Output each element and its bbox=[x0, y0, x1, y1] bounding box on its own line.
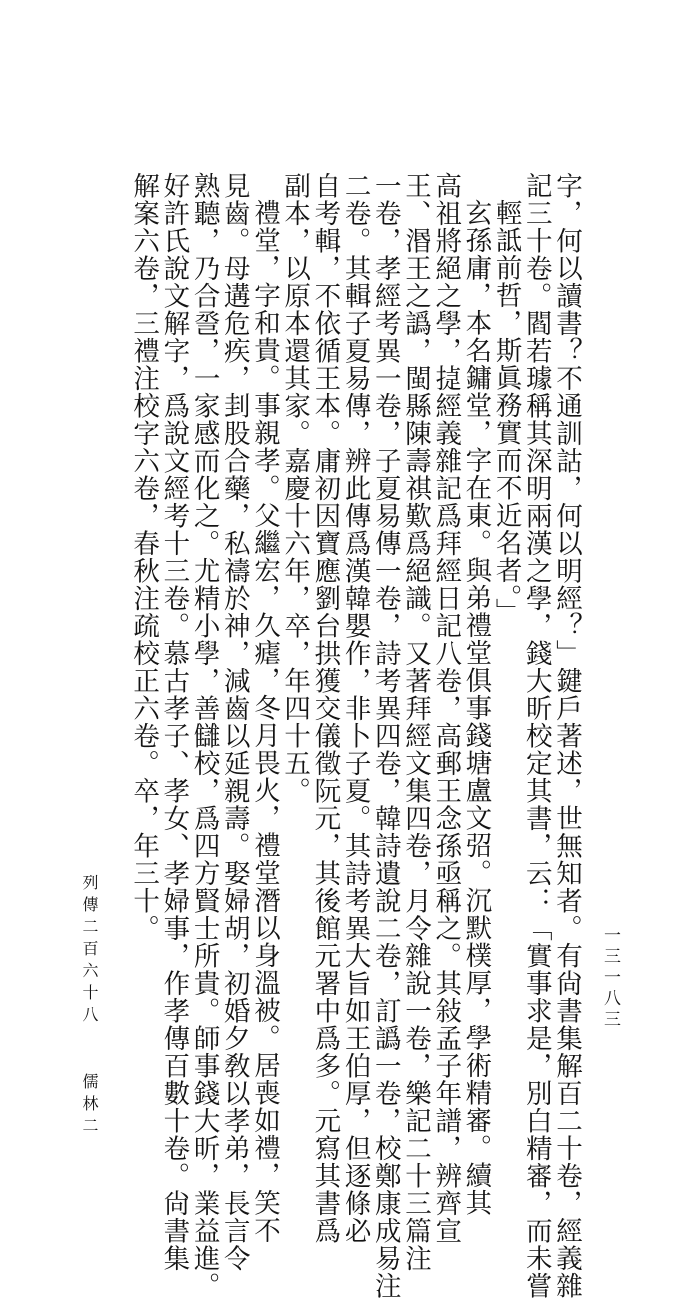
text-column-2: 記三十卷。閻若璩稱其深明兩漢之學，錢大昕校定其書，云：「實事求是，別白精審，而未嘗 bbox=[520, 172, 552, 1300]
text-column-12: 見齒。母遘危疾，刲股合藥，私禱於神，減齒以延親壽。娶婦胡，初婚夕敎以孝弟，長言令 bbox=[218, 172, 250, 1272]
text-column-10: 副本，以原本還其家。嘉慶十六年，卒，年四十五。 bbox=[279, 172, 311, 805]
chapter-title: 列傳二百六十八 bbox=[80, 874, 99, 1028]
text-column-11: 禮堂，字和貴。事親孝。父繼宏，久瘧，冬月畏火，禮堂潛以身溫被。居喪如禮，笑不 bbox=[248, 199, 280, 1244]
text-column-9: 自考輯，不依循王本。庸初因寶應劉台拱獲交儀徵阮元，其後館元署中爲多。元寫其書爲 bbox=[309, 172, 341, 1245]
text-column-8: 二卷。其輯子夏易傳，辨此傳爲漢韓嬰作，非卜子夏。其詩考異大旨如王伯厚，但逐條必 bbox=[339, 172, 371, 1245]
text-column-6: 王、湣王之譌，閩縣陳壽祺歎爲絕識。又著拜經文集四卷，月令雜說一卷，樂記二十三篇注 bbox=[399, 172, 431, 1272]
running-head bbox=[78, 874, 101, 1139]
page-number: 一三一八三 bbox=[600, 926, 620, 1031]
text-column-7: 一卷，孝經考異一卷，子夏易傳一卷，詩考異四卷，韓詩遺說二卷，訂譌一卷，校鄭康成易注 bbox=[369, 172, 401, 1300]
text-column-1: 字，何以讀書？不通訓詁，何以明經？」鍵戶著述，世無知者。有尙書集解百二十卷，經義雜 bbox=[551, 172, 582, 1300]
body-text bbox=[128, 172, 582, 1300]
text-column-14: 好許氏說文解字，爲說文經考十三卷。慕古孝子、孝女、孝婦事，作孝傳百數十卷。尙書集 bbox=[158, 172, 190, 1272]
text-column-3: 輕詆前哲，斯眞務實而不近名者。」 bbox=[490, 199, 522, 626]
text-column-13: 熟聽，乃合巹，一家感而化之。尤精小學，善讎校，爲四方賢士所貴。師事錢大昕，業益進。 bbox=[188, 172, 220, 1300]
text-column-4: 玄孫庸，本名鏞堂，字在東。與弟禮堂俱事錢塘盧文弨。沉默樸厚，學術精審。續其 bbox=[460, 199, 492, 1217]
text-column-5: 高祖將絕之學，㨗經義雜記爲拜經日記八卷，高郵王念孫亟稱之。其敍孟子年譜，辨齊宣 bbox=[430, 172, 462, 1245]
text-column-15: 解案六卷，三禮注校字六卷，春秋注疏校正六卷。卒，年三十。 bbox=[128, 172, 160, 942]
section-title: 儒林二 bbox=[80, 1073, 99, 1140]
